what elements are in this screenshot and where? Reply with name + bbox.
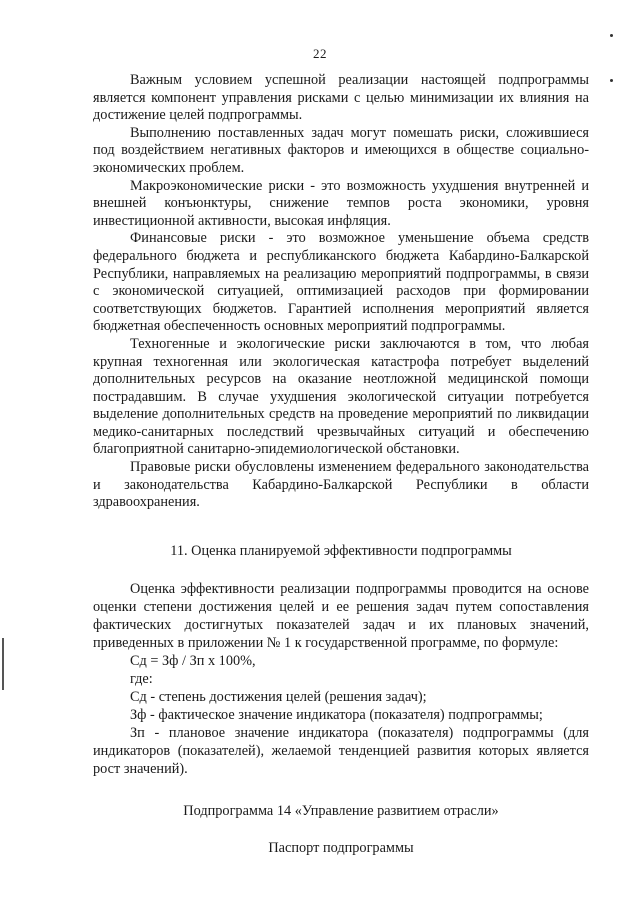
scan-edge-mark (2, 638, 4, 690)
definition-sd: Сд - степень достижения целей (решения задач); (130, 689, 427, 705)
evaluation-section (93, 580, 589, 778)
evaluation-intro: Оценка эффективности реализации подпрограммы проводится на основе оценки степени достижения целей и ее решения задач путем сопоставления фактических достигнутых показателей задач и их плановых значений, приведенных в приложении № 1 к государственной программе, по формуле: (93, 581, 589, 651)
definition-zf: Зф - фактическое значение индикатора (показателя) подпрограммы; (130, 707, 543, 723)
paragraph-legal-risks: Правовые риски обусловлены изменением федерального законодательства и законодательства Кабардино-Балкарской Республики в области здравоохранения. (93, 459, 589, 511)
subprogram-heading: Подпрограмма 14 «Управление развитием отрасли» (183, 803, 499, 819)
risk-section (93, 72, 589, 512)
paragraph-technogenic-risks: Техногенные и экологические риски заключаются в том, что любая крупная техногенная или экологическая катастрофа потребует выделений дополнительных ресурсов на оказание неотложной медицинской помощи пострадавшим. В случае ухудшения экологической ситуации потребуется выделение дополнительных средств на проведение мероприятий по ликвидации медико-санитарных последствий чрезвычайных ситуаций и обеспечению благоприятной санитарно-эпидемиологической обстановки. (93, 335, 589, 458)
formula-where: где: (130, 671, 153, 687)
passport-heading: Паспорт подпрограммы (268, 840, 414, 856)
paragraph-macroeconomic-risks: Макроэкономические риски - это возможность ухудшения внутренней и внешней конъюнктуры, снижение темпов роста экономики, уровня инвестиционной активности, высокая инфляция. (93, 177, 589, 229)
page-number: 22 (313, 46, 327, 61)
paragraph-financial-risks: Финансовые риски - это возможное уменьшение объема средств федерального бюджета и республиканского бюджета Кабардино-Балкарской Республики, направляемых на реализацию мероприятий подпрограммы, в связи с экономической ситуацией, оптимизацией расходов при формировании соответствующих бюджетов. Гарантией исполнения мероприятий является бюджетная обеспеченность основных мероприятий подпрограммы. (93, 230, 589, 335)
margin-dot-mark (610, 79, 613, 82)
definition-zp: Зп - плановое значение индикатора (показателя) подпрограммы (для индикаторов (показателей), желаемой тенденцией развития которых является рост значений). (93, 725, 589, 777)
formula: Сд = Зф / Зп х 100%, (130, 653, 256, 669)
paragraph-risks-overview: Выполнению поставленных задач могут помешать риски, сложившиеся под воздействием негативных факторов и имеющихся в обществе социально-экономических проблем. (93, 124, 589, 176)
section-heading-evaluation: 11. Оценка планируемой эффективности подпрограммы (170, 543, 512, 559)
margin-dot-mark (610, 34, 613, 37)
paragraph-risk-management: Важным условием успешной реализации настоящей подпрограммы является компонент управления рисками с целью минимизации их влияния на достижение целей подпрограммы. (93, 72, 589, 124)
